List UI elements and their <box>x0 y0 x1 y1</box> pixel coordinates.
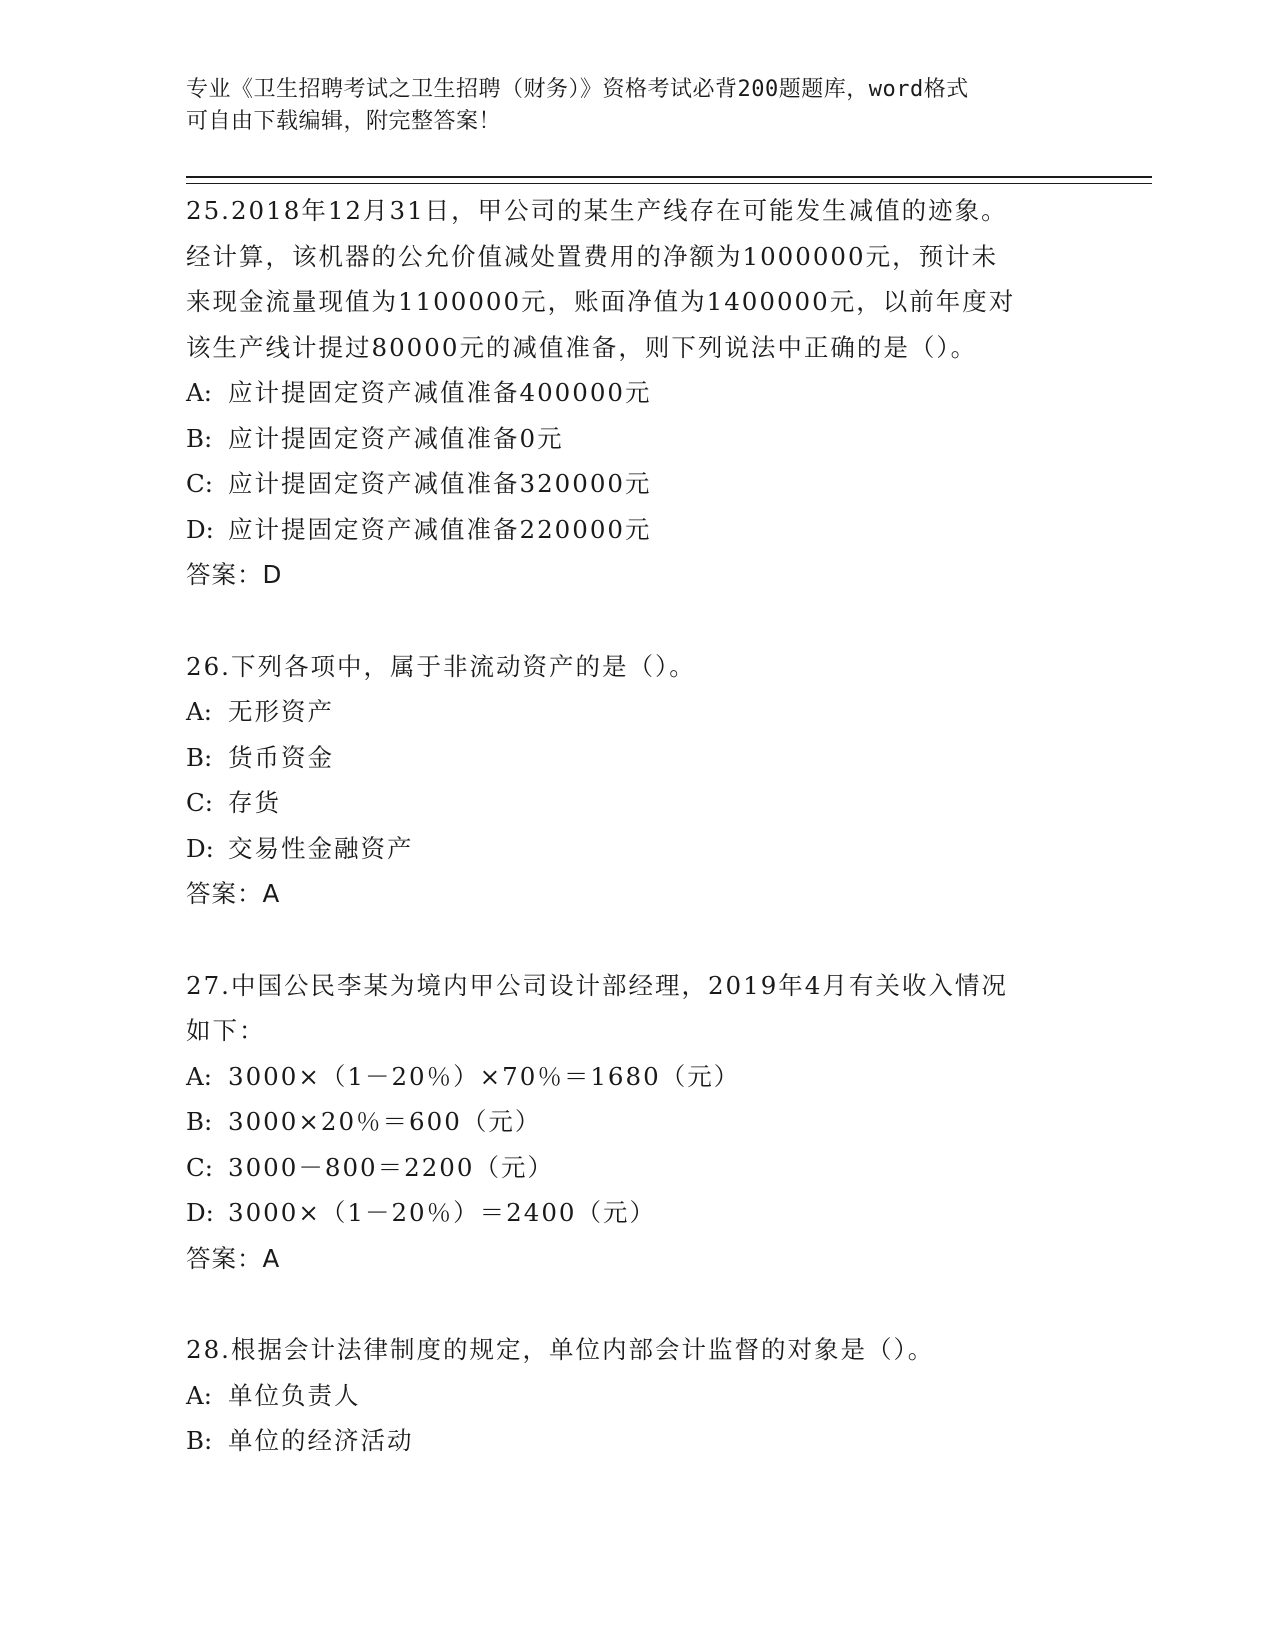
option-text: 3000×20％＝600（元） <box>228 1107 542 1136</box>
question-28 <box>186 1327 1106 1464</box>
option-d <box>186 1190 1106 1236</box>
option-text: 单位负责人 <box>228 1380 361 1410</box>
option-key: A: <box>186 1380 212 1410</box>
option-b <box>186 1418 1106 1464</box>
option-key: B: <box>186 1426 213 1455</box>
option-key: D: <box>186 833 214 863</box>
option-c <box>186 461 1106 507</box>
option-c <box>186 1145 1106 1191</box>
option-key: D: <box>186 514 214 544</box>
option-d <box>186 507 1106 553</box>
answer-line: 答案：A <box>186 1243 281 1273</box>
option-key: B: <box>186 1107 213 1136</box>
question-spacer <box>186 1281 1106 1327</box>
option-text: 3000×（1－20％）×70％＝1680（元） <box>228 1061 741 1091</box>
option-a <box>186 689 1106 735</box>
option-text: 货币资金 <box>228 742 334 772</box>
option-key: A: <box>186 697 212 726</box>
question-text-line: 26.下列各项中，属于非流动资产的是（）。 <box>186 651 696 681</box>
option-text: 3000－800＝2200（元） <box>228 1152 554 1182</box>
question-25 <box>186 188 1106 598</box>
option-a <box>186 1054 1106 1100</box>
answer-line: 答案：D <box>186 560 283 589</box>
option-key: B: <box>186 742 213 772</box>
page-header <box>186 74 1086 138</box>
question-text-line: 25.2018年12月31日，甲公司的某生产线存在可能发生减值的迹象。 <box>186 196 1008 225</box>
option-b <box>186 735 1106 781</box>
option-key: C: <box>186 788 214 817</box>
option-key: D: <box>186 1198 214 1227</box>
question-text-line: 经计算，该机器的公允价值减处置费用的净额为1000000元，预计未 <box>186 241 999 271</box>
option-key: C: <box>186 469 214 498</box>
question-text-line: 27.中国公民李某为境内甲公司设计部经理，2019年4月有关收入情况 <box>186 970 1008 1000</box>
question-text-line: 来现金流量现值为1100000元，账面净值为1400000元，以前年度对 <box>186 287 1016 316</box>
question-27 <box>186 963 1106 1282</box>
option-text: 无形资产 <box>228 697 334 726</box>
option-text: 应计提固定资产减值准备320000元 <box>228 469 652 498</box>
option-key: A: <box>186 1061 212 1091</box>
option-key: A: <box>186 378 212 407</box>
option-key: C: <box>186 1152 214 1182</box>
question-spacer <box>186 598 1106 644</box>
answer-line: 答案：A <box>186 879 281 908</box>
option-text: 3000×（1－20％）＝2400（元） <box>228 1198 656 1227</box>
question-spacer <box>186 917 1106 963</box>
header-title-line-2: 可自由下载编辑，附完整答案！ <box>186 109 502 134</box>
header-divider <box>186 176 1152 184</box>
question-text-line: 28.根据会计法律制度的规定，单位内部会计监督的对象是（）。 <box>186 1335 935 1364</box>
question-26 <box>186 644 1106 917</box>
option-c <box>186 780 1106 826</box>
option-text: 应计提固定资产减值准备400000元 <box>228 378 652 407</box>
question-text-line: 该生产线计提过80000元的减值准备，则下列说法中正确的是（）。 <box>186 332 978 362</box>
option-text: 存货 <box>228 788 281 817</box>
option-a <box>186 370 1106 416</box>
option-key: B: <box>186 423 213 453</box>
question-list <box>186 188 1106 1464</box>
option-text: 应计提固定资产减值准备220000元 <box>228 514 652 544</box>
option-text: 交易性金融资产 <box>228 833 414 863</box>
option-text: 单位的经济活动 <box>228 1426 414 1455</box>
option-b <box>186 1099 1106 1145</box>
header-title-line-1: 专业《卫生招聘考试之卫生招聘（财务）》资格考试必背200题题库，word格式 <box>186 77 969 102</box>
question-text-line: 如下： <box>186 1016 266 1045</box>
option-a <box>186 1373 1106 1419</box>
option-text: 应计提固定资产减值准备0元 <box>228 423 564 453</box>
option-d <box>186 826 1106 872</box>
option-b <box>186 416 1106 462</box>
